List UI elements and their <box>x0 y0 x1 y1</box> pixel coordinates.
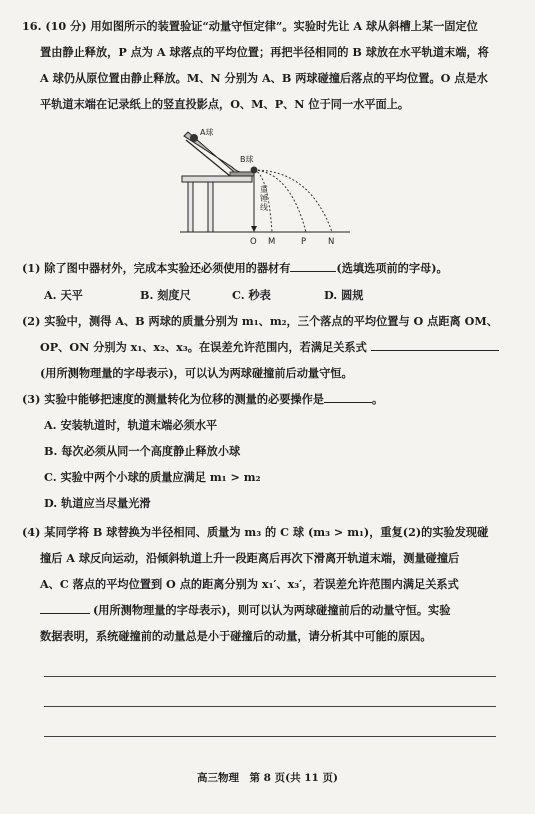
plumb-label-char-3: 线 <box>260 203 268 212</box>
part3-option-a: A. 安装轨道时，轨道末端必须水平 <box>44 418 218 432</box>
part2-line-3: (用所测物理量的字母表示)，可以认为两球碰撞前后动量守恒。 <box>40 366 353 380</box>
point-n: N <box>328 237 335 247</box>
part2-line-2-text: OP、ON 分别为 x₁、x₂、x₃。在误差允许范围内，若满足关系式 <box>40 340 367 354</box>
part3-option-b: B. 每次必须从同一个高度静止释放小球 <box>44 444 241 458</box>
plumb-label-char-1: 重 <box>260 185 268 194</box>
answer-line-3[interactable] <box>44 736 496 737</box>
part3-option-d: D. 轨道应当尽量光滑 <box>44 496 151 510</box>
part2-line-1: (2) 实验中，测得 A、B 两球的质量分别为 m₁、m₂，三个落点的平均位置与 O 点距离 OM、 <box>22 314 498 328</box>
part1-option-d: D. 圆规 <box>324 288 364 302</box>
plumb-label-char-2: 锤 <box>260 194 268 203</box>
part2-line-2 <box>40 339 499 355</box>
point-o: O <box>250 237 257 247</box>
plumb-bob <box>251 226 257 232</box>
part4-line-1: (4) 某同学将 B 球替换为半径相同、质量为 m₃ 的 C 球 (m₃ > m₁)，重复(2)的实验发现碰 <box>22 525 489 539</box>
part1-options <box>44 287 363 303</box>
part1-option-c: C. 秒表 <box>232 288 271 302</box>
q16-line-3: A 球仍从原位置由静止释放。M、N 分别为 A、B 两球碰撞后落点的平均位置。O 点是水 <box>40 71 488 85</box>
apparatus-figure <box>180 126 370 248</box>
part1-option-b: B. 刻度尺 <box>140 288 191 302</box>
point-p: P <box>301 237 307 247</box>
part1-option-a: A. 天平 <box>44 288 83 302</box>
table-top <box>182 176 252 182</box>
answer-line-1[interactable] <box>44 676 496 677</box>
page-footer: 高三物理 第 8 页(共 11 页) <box>197 772 338 784</box>
point-m: M <box>268 237 276 247</box>
part4-line-4-text: (用所测物理量的字母表示)，则可以认为两球碰撞前后的动量守恒。实验 <box>93 603 451 617</box>
answer-line-2[interactable] <box>44 706 496 707</box>
q16-line-2: 置由静止释放，P 点为 A 球落点的平均位置；再把半径相同的 B 球放在水平轨道末端，将 <box>40 45 489 59</box>
part1-stem <box>22 260 448 276</box>
part3-text-before: (3) 实验中能够把速度的测量转化为位移的测量的必要操作是 <box>22 392 324 406</box>
part4-line-3: A、C 落点的平均位置到 O 点的距离分别为 x₁′、x₃′，若误差允许范围内满足关系式 <box>40 577 459 591</box>
part4-line-5: 数据表明，系统碰撞前的动量总是小于碰撞后的动量，请分析其中可能的原因。 <box>40 629 432 643</box>
part4-answer-blank[interactable] <box>40 602 90 614</box>
q16-line-4: 平轨道末端在记录纸上的竖直投影点，O、M、P、N 位于同一水平面上。 <box>40 97 410 111</box>
horizontal-track <box>230 172 254 176</box>
part2-answer-blank[interactable] <box>371 339 499 351</box>
part3-option-c: C. 实验中两个小球的质量应满足 m₁ > m₂ <box>44 470 261 484</box>
part3-text-after: 。 <box>371 392 384 406</box>
part1-answer-blank[interactable] <box>290 260 336 272</box>
label-a-ball: A球 <box>200 128 214 137</box>
part3-answer-blank[interactable] <box>324 391 372 403</box>
table-leg-left <box>188 182 193 232</box>
part3-stem <box>22 391 383 407</box>
label-plumb-line <box>260 184 271 212</box>
table-leg-right <box>208 182 213 232</box>
label-b-ball: B球 <box>240 155 254 164</box>
q16-line-1: 16. (10 分) 用如图所示的装置验证“动量守恒定律”。实验时先让 A 球从斜槽上某一固定位 <box>22 19 478 33</box>
part1-text-before: (1) 除了图中器材外，完成本实验还必须使用的器材有 <box>22 261 291 275</box>
ball-a <box>190 134 198 142</box>
part4-line-2: 撞后 A 球反向运动，沿倾斜轨道上升一段距离后再次下滑离开轨道末端，测量碰撞后 <box>40 551 460 565</box>
part4-line-4 <box>40 602 450 618</box>
part1-text-after: (选填选项前的字母)。 <box>336 261 448 275</box>
